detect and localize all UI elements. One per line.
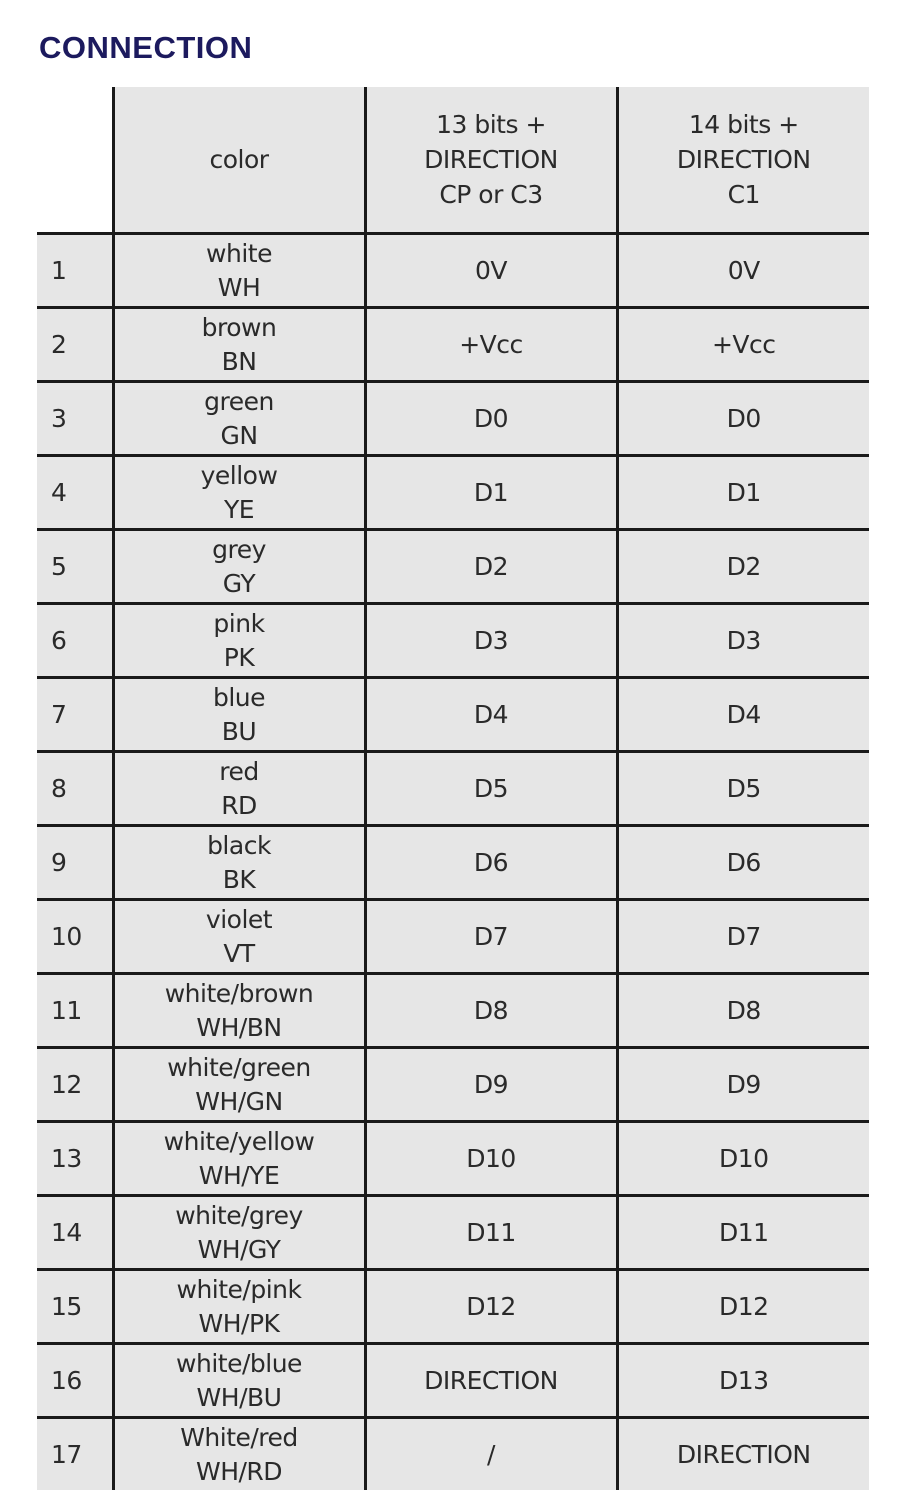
signal-14-bits: D9 bbox=[617, 1048, 869, 1122]
pin-number: 15 bbox=[37, 1270, 113, 1344]
signal-14-bits: D3 bbox=[617, 604, 869, 678]
signal-13-bits: D3 bbox=[365, 604, 617, 678]
wire-color-code: BN bbox=[221, 346, 257, 376]
pin-number: 16 bbox=[37, 1344, 113, 1418]
wire-color-code: BU bbox=[221, 716, 257, 746]
table-row bbox=[37, 1122, 869, 1196]
wire-color-code: WH/GY bbox=[197, 1234, 281, 1264]
table-row bbox=[37, 752, 869, 826]
signal-14-bits: D4 bbox=[617, 678, 869, 752]
header-13-line-1: 13 bits + bbox=[436, 110, 546, 139]
table-row bbox=[37, 1048, 869, 1122]
wire-color-code: YE bbox=[223, 494, 255, 524]
table-row bbox=[37, 382, 869, 456]
wire-color-cell bbox=[113, 234, 365, 308]
wire-color-name: white/blue bbox=[176, 1348, 302, 1378]
wire-color-name: green bbox=[204, 386, 274, 416]
pin-number: 13 bbox=[37, 1122, 113, 1196]
table-row bbox=[37, 604, 869, 678]
wire-color-code: WH/YE bbox=[198, 1160, 280, 1190]
connection-table bbox=[37, 87, 869, 1490]
wire-color-name: white/pink bbox=[176, 1274, 302, 1304]
wire-color-cell bbox=[113, 1344, 365, 1418]
signal-13-bits: D2 bbox=[365, 530, 617, 604]
wire-color-cell bbox=[113, 826, 365, 900]
pin-number: 9 bbox=[37, 826, 113, 900]
signal-13-bits: D7 bbox=[365, 900, 617, 974]
table-row bbox=[37, 308, 869, 382]
wire-color-code: WH/GN bbox=[195, 1086, 283, 1116]
table-row bbox=[37, 1344, 869, 1418]
pin-number: 3 bbox=[37, 382, 113, 456]
table-row bbox=[37, 826, 869, 900]
header-13-line-2: DIRECTION bbox=[424, 145, 558, 174]
header-14-line-1: 14 bits + bbox=[688, 110, 799, 139]
signal-13-bits: 0V bbox=[365, 234, 617, 308]
header-14-line-3: C1 bbox=[727, 180, 760, 209]
wire-color-cell bbox=[113, 308, 365, 382]
wire-color-cell bbox=[113, 1122, 365, 1196]
wire-color-name: pink bbox=[213, 608, 265, 638]
table-row bbox=[37, 974, 869, 1048]
pin-number: 10 bbox=[37, 900, 113, 974]
signal-13-bits: D1 bbox=[365, 456, 617, 530]
signal-13-bits: D8 bbox=[365, 974, 617, 1048]
pin-number: 5 bbox=[37, 530, 113, 604]
signal-14-bits: D13 bbox=[617, 1344, 869, 1418]
header-14-line-2: DIRECTION bbox=[676, 145, 811, 174]
table-row bbox=[37, 1196, 869, 1270]
signal-14-bits: D0 bbox=[617, 382, 869, 456]
signal-13-bits: D10 bbox=[365, 1122, 617, 1196]
signal-14-bits: D7 bbox=[617, 900, 869, 974]
wire-color-name: White/red bbox=[180, 1422, 298, 1452]
pin-number: 4 bbox=[37, 456, 113, 530]
wire-color-code: BK bbox=[222, 864, 256, 894]
signal-14-bits: D11 bbox=[617, 1196, 869, 1270]
wire-color-code: GY bbox=[222, 568, 256, 598]
table-row bbox=[37, 456, 869, 530]
table-body bbox=[37, 234, 869, 1491]
wire-color-cell bbox=[113, 604, 365, 678]
signal-14-bits: 0V bbox=[617, 234, 869, 308]
signal-14-bits: D1 bbox=[617, 456, 869, 530]
table-row bbox=[37, 678, 869, 752]
signal-13-bits: D5 bbox=[365, 752, 617, 826]
signal-13-bits: +Vcc bbox=[365, 308, 617, 382]
wire-color-name: red bbox=[219, 756, 259, 786]
signal-14-bits: D6 bbox=[617, 826, 869, 900]
wire-color-cell bbox=[113, 974, 365, 1048]
wire-color-code: PK bbox=[223, 642, 255, 672]
signal-14-bits: D10 bbox=[617, 1122, 869, 1196]
wire-color-name: white/brown bbox=[164, 978, 314, 1008]
wire-color-cell bbox=[113, 530, 365, 604]
wire-color-name: yellow bbox=[200, 460, 278, 490]
wire-color-name: blue bbox=[212, 682, 266, 712]
header-color: color bbox=[113, 87, 365, 234]
signal-13-bits: D0 bbox=[365, 382, 617, 456]
wire-color-name: white bbox=[206, 238, 272, 268]
page-title: CONNECTION bbox=[39, 30, 253, 65]
pin-number: 6 bbox=[37, 604, 113, 678]
wire-color-cell bbox=[113, 1196, 365, 1270]
header-14-bits bbox=[617, 87, 869, 234]
wire-color-cell bbox=[113, 752, 365, 826]
table-row bbox=[37, 234, 869, 308]
header-13-line-3: CP or C3 bbox=[439, 180, 543, 209]
wire-color-code: GN bbox=[220, 420, 258, 450]
pin-number: 7 bbox=[37, 678, 113, 752]
pin-number: 17 bbox=[37, 1418, 113, 1491]
wire-color-code: WH/BU bbox=[196, 1382, 282, 1412]
wire-color-name: violet bbox=[205, 904, 273, 934]
wire-color-name: brown bbox=[201, 312, 277, 342]
signal-13-bits: D12 bbox=[365, 1270, 617, 1344]
table-row bbox=[37, 1270, 869, 1344]
header-corner-cell bbox=[37, 87, 113, 234]
table-row bbox=[37, 900, 869, 974]
wire-color-cell bbox=[113, 382, 365, 456]
wire-color-code: WH bbox=[217, 272, 261, 302]
signal-13-bits: DIRECTION bbox=[365, 1344, 617, 1418]
pin-number: 12 bbox=[37, 1048, 113, 1122]
signal-13-bits: D6 bbox=[365, 826, 617, 900]
wire-color-code: VT bbox=[223, 938, 255, 968]
signal-13-bits: D4 bbox=[365, 678, 617, 752]
pin-number: 8 bbox=[37, 752, 113, 826]
signal-14-bits: D8 bbox=[617, 974, 869, 1048]
signal-14-bits: DIRECTION bbox=[617, 1418, 869, 1491]
header-13-bits bbox=[365, 87, 617, 234]
wire-color-name: black bbox=[207, 830, 271, 860]
table-row bbox=[37, 1418, 869, 1491]
pin-number: 1 bbox=[37, 234, 113, 308]
wire-color-cell bbox=[113, 1270, 365, 1344]
wire-color-name: white/yellow bbox=[163, 1126, 315, 1156]
wire-color-cell bbox=[113, 678, 365, 752]
table-row bbox=[37, 530, 869, 604]
wire-color-cell bbox=[113, 900, 365, 974]
signal-13-bits: / bbox=[365, 1418, 617, 1491]
pin-number: 2 bbox=[37, 308, 113, 382]
pin-number: 14 bbox=[37, 1196, 113, 1270]
signal-14-bits: D2 bbox=[617, 530, 869, 604]
signal-13-bits: D11 bbox=[365, 1196, 617, 1270]
wire-color-cell bbox=[113, 456, 365, 530]
wire-color-code: WH/BN bbox=[196, 1012, 282, 1042]
wire-color-name: white/grey bbox=[175, 1200, 303, 1230]
signal-14-bits: D12 bbox=[617, 1270, 869, 1344]
wire-color-cell bbox=[113, 1048, 365, 1122]
wire-color-code: WH/PK bbox=[198, 1308, 280, 1338]
wire-color-code: WH/RD bbox=[195, 1456, 283, 1486]
signal-14-bits: +Vcc bbox=[617, 308, 869, 382]
wire-color-code: RD bbox=[221, 790, 257, 820]
signal-13-bits: D9 bbox=[365, 1048, 617, 1122]
signal-14-bits: D5 bbox=[617, 752, 869, 826]
table-header-row bbox=[37, 87, 869, 234]
pin-number: 11 bbox=[37, 974, 113, 1048]
wire-color-cell bbox=[113, 1418, 365, 1491]
wire-color-name: grey bbox=[212, 534, 266, 564]
wire-color-name: white/green bbox=[167, 1052, 311, 1082]
